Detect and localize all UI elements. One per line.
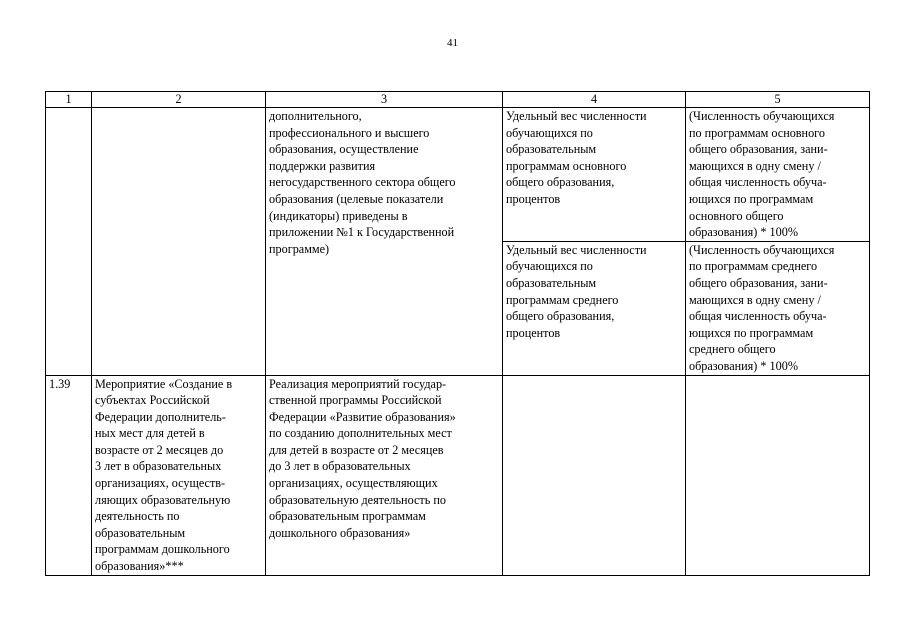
table-row [46,108,870,242]
cell-row-a-col1 [46,108,92,376]
table-row [46,375,870,575]
indicator-secondary-education: Удельный вес численности обучающихся по образовательным программам среднего общего образования, процентов [503,241,686,375]
header-cell-2: 2 [92,92,266,108]
activity-description: Мероприятие «Создание в субъектах Российской Федерации дополнитель- ных мест для детей в возрасте от 2 месяцев до 3 лет в образовательных организациях, осуществ- ляющих образовательную деятельность по образовательным программам дошкольного образования»*** [92,375,266,575]
header-cell-5: 5 [686,92,870,108]
header-cell-4: 4 [503,92,686,108]
header-cell-3: 3 [266,92,503,108]
data-table [45,91,870,576]
page-number: 41 [447,37,458,49]
cell-row-b-col4 [503,375,686,575]
header-row [46,92,870,108]
formula-basic-education: (Численность обучающихся по программам основного общего образования, зани- мающихся в одну смену / общая численность обуча- ющихся по программам основного общего образования) * 100% [686,108,870,242]
cell-row-b-col5 [686,375,870,575]
implementation-description: Реализация мероприятий государ- ственной программы Российской Федерации «Развитие образования» по созданию дополнительных мест для детей в возрасте от 2 месяцев до 3 лет в образовательных организациях, осуществляющих образовательную деятельность по образовательным программам дошкольного образования» [266,375,503,575]
header-cell-1: 1 [46,92,92,108]
indicator-basic-education: Удельный вес численности обучающихся по образовательным программам основного общего образования, процентов [503,108,686,242]
cell-row-a-col2 [92,108,266,376]
cell-row-a-col3: дополнительного, профессионального и высшего образования, осуществление поддержки развития негосударственного сектора общего образования (целевые показатели (индикаторы) приведены в приложении №1 к Государственной программе) [266,108,503,376]
formula-secondary-education: (Численность обучающихся по программам среднего общего образования, зани- мающихся в одну смену / общая численность обуча- ющихся по программам среднего общего образования) * 100% [686,241,870,375]
item-number: 1.39 [46,375,92,575]
